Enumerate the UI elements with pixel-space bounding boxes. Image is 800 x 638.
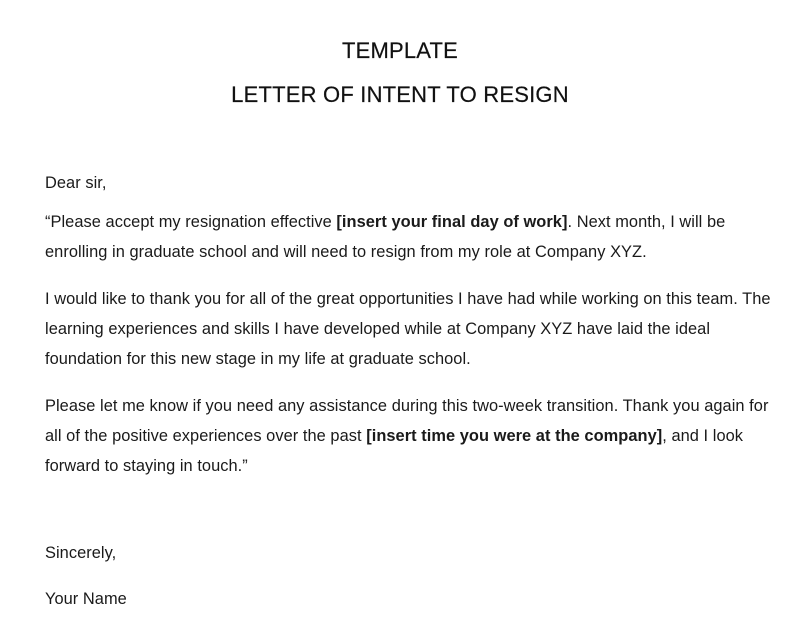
- paragraph-3-text-start: Please let me know if you need any assistance during this two-week transition. Thank you again for all of the positive experiences over the past: [45, 397, 769, 445]
- paragraph-1-text-end: . Next month, I will be enrolling in graduate school and will need to resign from my role at Company XYZ.: [45, 213, 726, 261]
- paragraph-2: I would like to thank you for all of the great opportunities I have had while working on this team. The learning experiences and skills I have developed while at Company XYZ have laid the ideal foundation for this new stage in my life at graduate school.: [45, 290, 771, 368]
- paragraph-1-text-start: “Please accept my resignation effective: [45, 213, 337, 231]
- letter-title: LETTER OF INTENT TO RESIGN: [231, 82, 569, 107]
- tenure-placeholder: [insert time you were at the company]: [366, 427, 663, 445]
- template-heading: TEMPLATE: [341, 38, 459, 63]
- closing: Sincerely,: [45, 544, 117, 562]
- signature-name: Your Name: [45, 590, 127, 608]
- paragraph-1: [45, 207, 780, 267]
- final-day-placeholder: [insert your final day of work]: [336, 213, 568, 231]
- salutation: Dear sir,: [45, 174, 107, 192]
- paragraph-3: [45, 391, 780, 481]
- paragraph-3-text-end: , and I look forward to staying in touch.”: [45, 427, 744, 475]
